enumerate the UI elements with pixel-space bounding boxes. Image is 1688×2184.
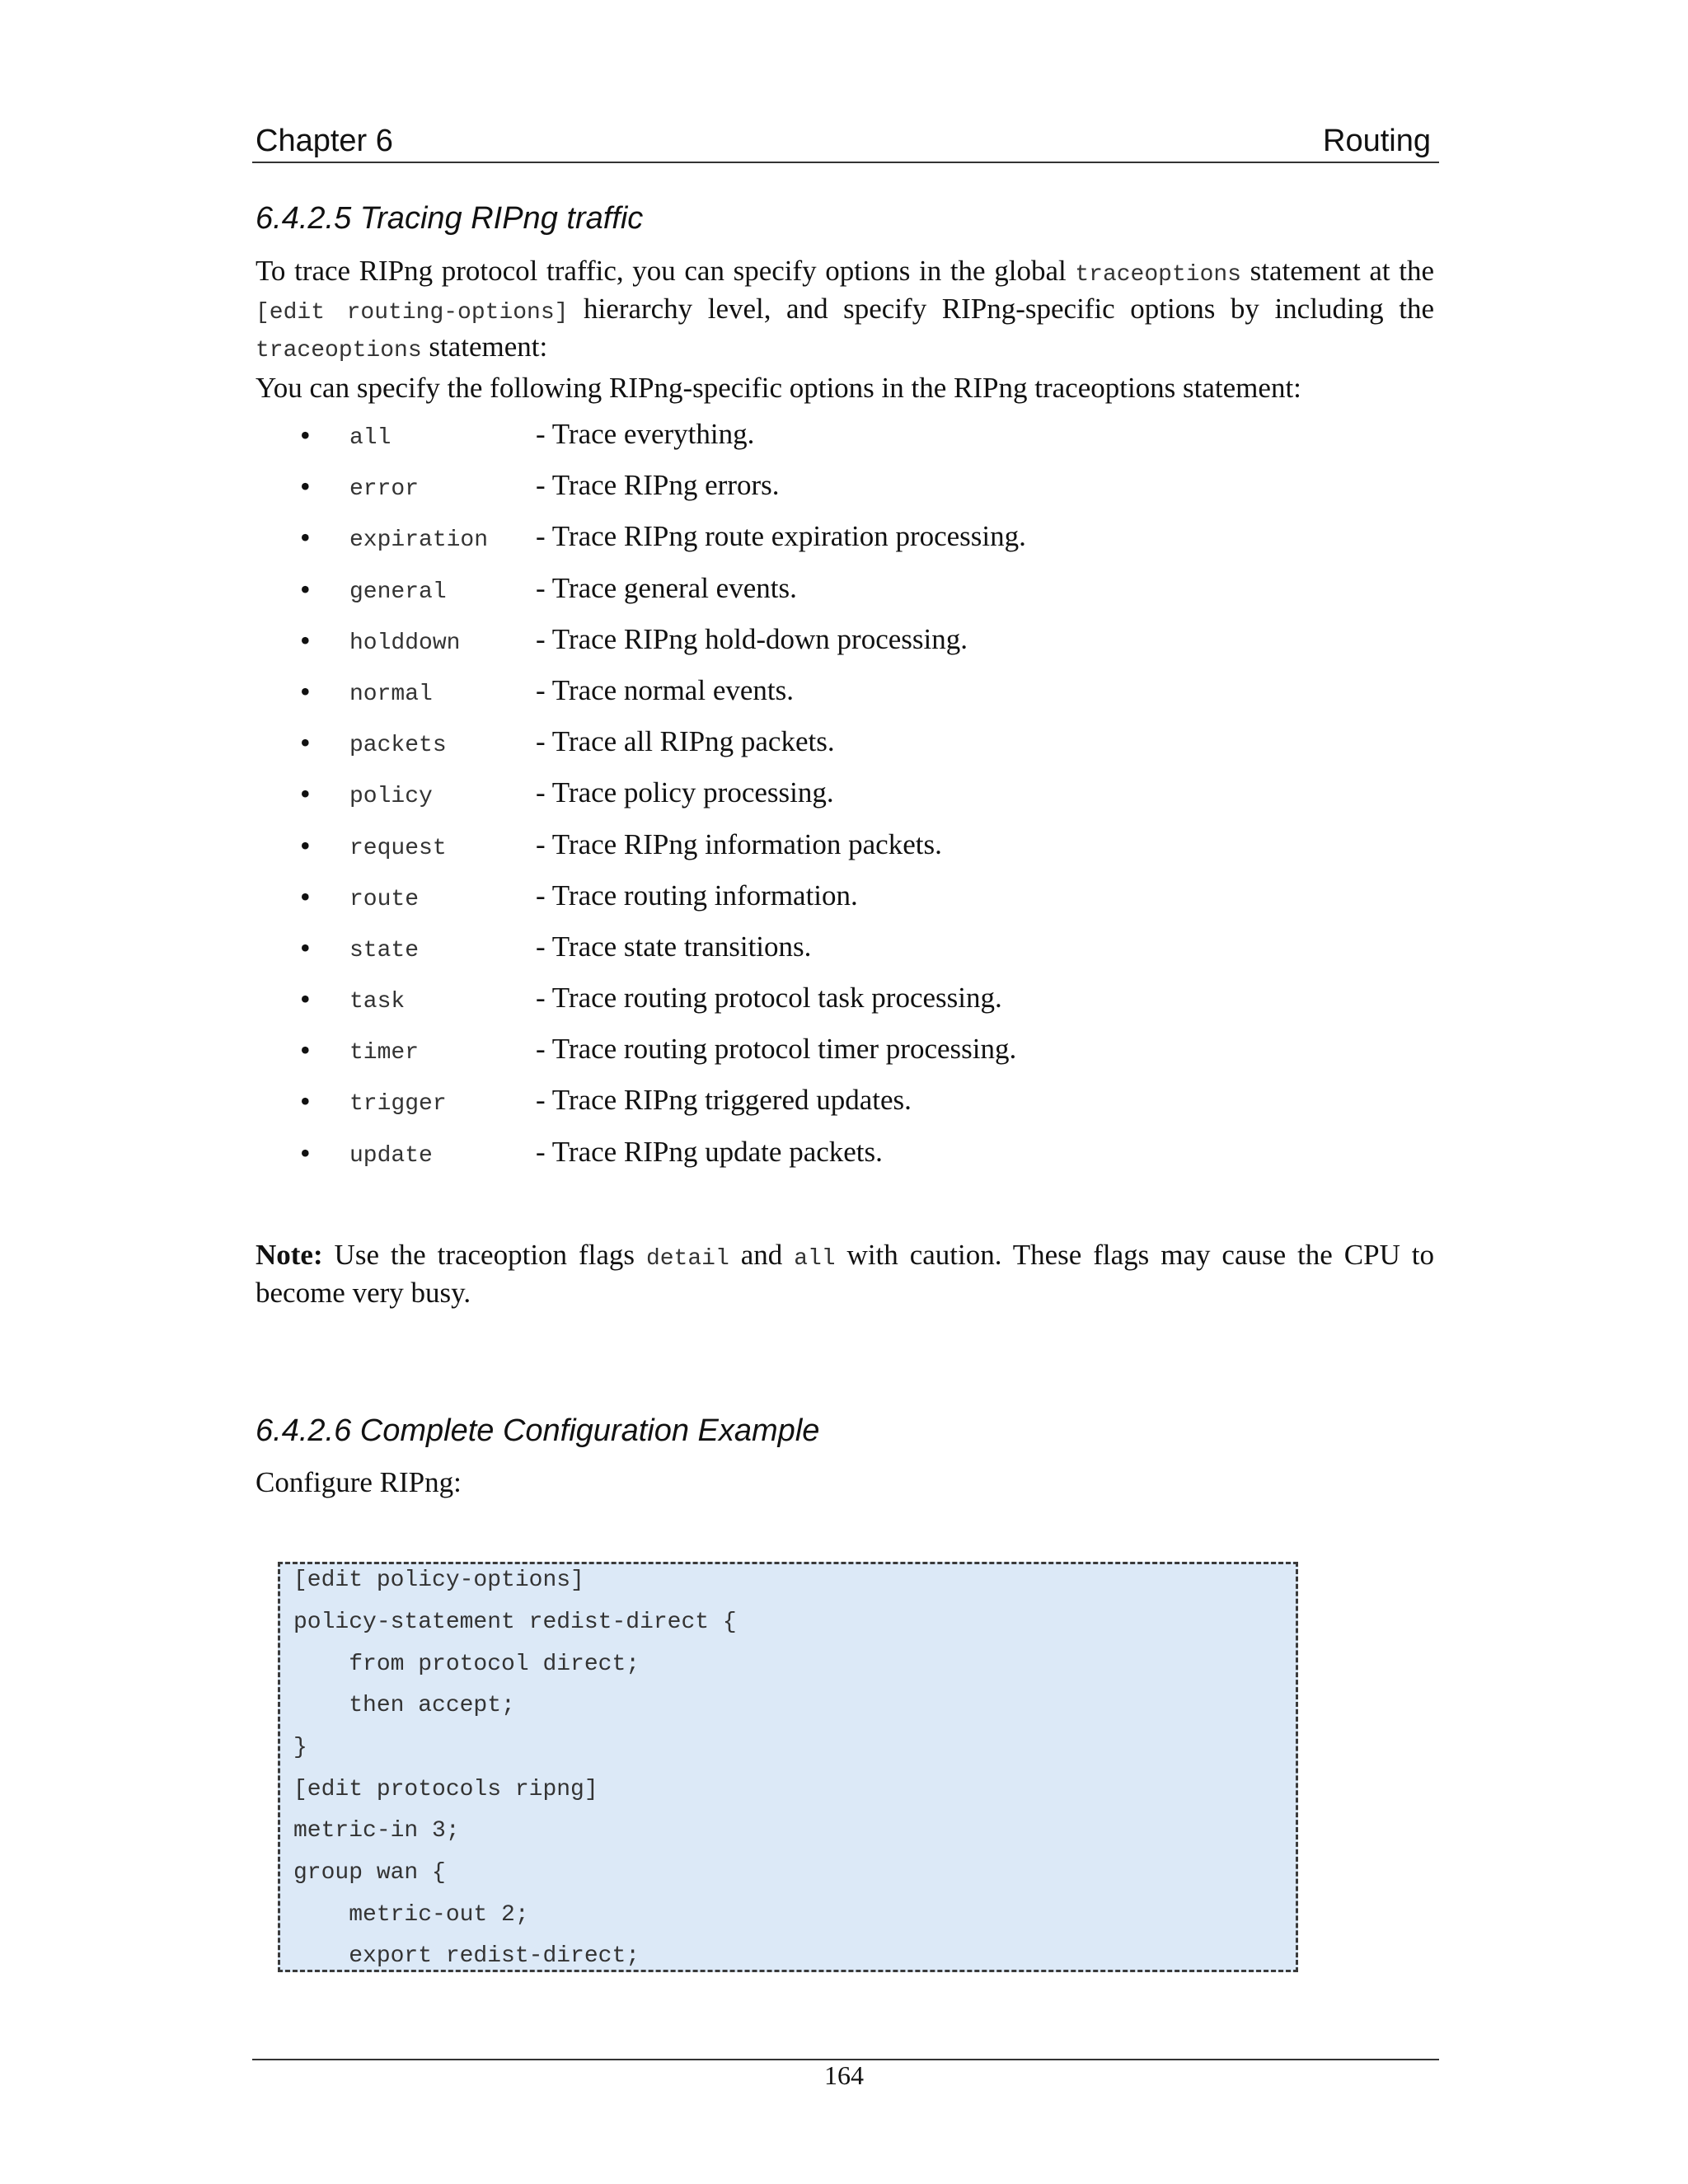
option-description: - Trace all RIPng packets. xyxy=(536,725,835,758)
bullet-icon: • xyxy=(300,982,311,1016)
list-item xyxy=(256,572,1327,623)
code-line: [edit protocols ripng] xyxy=(293,1777,598,1802)
section-heading-config: 6.4.2.6 Complete Configuration Example xyxy=(256,1413,820,1448)
option-code: state xyxy=(349,937,420,963)
code-line: } xyxy=(293,1735,307,1760)
list-item xyxy=(256,623,1327,674)
option-description: - Trace general events. xyxy=(536,571,797,604)
option-code: general xyxy=(349,579,447,605)
option-code: holddown xyxy=(349,630,461,656)
list-item xyxy=(256,469,1327,520)
configure-intro: Configure RIPng: xyxy=(256,1466,462,1498)
option-code: timer xyxy=(349,1040,420,1066)
code-detail: detail xyxy=(645,1246,729,1272)
option-description: - Trace routing information. xyxy=(536,879,858,912)
intro-text-3: hierarchy level, and specify RIPng-specific options by including the xyxy=(568,293,1434,325)
note-text-2: and xyxy=(729,1239,795,1271)
bullet-icon: • xyxy=(300,879,311,913)
option-code: normal xyxy=(349,681,433,707)
option-code: route xyxy=(349,886,420,912)
code-all: all xyxy=(794,1246,836,1272)
list-item xyxy=(256,776,1327,827)
code-traceoptions: traceoptions xyxy=(1075,262,1241,288)
bullet-icon: • xyxy=(300,930,311,964)
list-item xyxy=(256,725,1327,776)
note-label: Note: xyxy=(256,1239,323,1271)
option-description: - Trace normal events. xyxy=(536,673,794,706)
code-line: metric-out 2; xyxy=(293,1902,529,1928)
option-description: - Trace RIPng route expiration processing. xyxy=(536,520,1026,553)
options-intro: You can specify the following RIPng-specific options in the RIPng traceoptions statement: xyxy=(256,372,1301,404)
code-line: export redist-direct; xyxy=(293,1943,640,1969)
list-item xyxy=(256,1084,1327,1135)
bullet-icon: • xyxy=(300,674,311,708)
list-item xyxy=(256,520,1327,571)
list-item xyxy=(256,879,1327,930)
bullet-icon: • xyxy=(300,828,311,862)
header-section: Routing xyxy=(1323,124,1431,158)
option-description: - Trace RIPng triggered updates. xyxy=(536,1084,912,1117)
option-description: - Trace routing protocol task processing. xyxy=(536,982,1002,1015)
option-code: policy xyxy=(349,784,433,810)
bullet-icon: • xyxy=(300,1085,311,1118)
list-item xyxy=(256,982,1327,1033)
option-description: - Trace RIPng hold-down processing. xyxy=(536,622,968,655)
code-line: policy-statement redist-direct { xyxy=(293,1610,737,1635)
option-description: - Trace RIPng information packets. xyxy=(536,827,942,860)
list-item xyxy=(256,1136,1327,1187)
option-code: packets xyxy=(349,733,447,759)
bullet-icon: • xyxy=(300,470,311,504)
intro-text-4: statement: xyxy=(421,330,548,363)
bullet-icon: • xyxy=(300,777,311,811)
note-text-3: with caution. These flags may cause the CPU to become very busy. xyxy=(256,1239,1435,1309)
bullet-icon: • xyxy=(300,521,311,555)
option-description: - Trace state transitions. xyxy=(536,930,812,963)
section-heading-tracing: 6.4.2.5 Tracing RIPng traffic xyxy=(256,201,644,236)
option-code: error xyxy=(349,476,420,503)
code-line: [edit policy-options] xyxy=(293,1568,584,1593)
list-item xyxy=(256,418,1327,469)
option-description: - Trace RIPng update packets. xyxy=(536,1135,883,1168)
intro-text-1: To trace RIPng protocol traffic, you can specify options in the global xyxy=(256,255,1076,287)
bullet-icon: • xyxy=(300,623,311,657)
bullet-icon: • xyxy=(300,726,311,760)
option-description: - Trace policy processing. xyxy=(536,776,834,809)
code-edit-routing-options: [edit routing-options] xyxy=(256,300,569,326)
page-number: 164 xyxy=(824,2060,864,2090)
config-code-block xyxy=(278,1562,1298,1972)
page-header xyxy=(252,120,1439,163)
bullet-icon: • xyxy=(300,1136,311,1169)
code-line: group wan { xyxy=(293,1860,446,1886)
option-code: expiration xyxy=(349,527,489,554)
list-item xyxy=(256,674,1327,725)
bullet-icon: • xyxy=(300,419,311,452)
option-description: - Trace routing protocol timer processing. xyxy=(536,1033,1017,1066)
option-code: all xyxy=(349,425,392,451)
option-code: request xyxy=(349,835,447,861)
note-text-1: Use the traceoption flags xyxy=(322,1239,646,1271)
code-traceoptions-2: traceoptions xyxy=(256,338,422,363)
option-code: update xyxy=(349,1142,433,1169)
intro-paragraph xyxy=(256,254,1434,368)
trace-options-list xyxy=(256,418,1327,1187)
option-code: trigger xyxy=(349,1091,447,1118)
note-paragraph xyxy=(256,1238,1434,1310)
header-chapter: Chapter 6 xyxy=(256,124,393,158)
option-description: - Trace RIPng errors. xyxy=(536,469,780,502)
option-code: task xyxy=(349,989,406,1015)
intro-text-2: statement at the xyxy=(1240,255,1435,287)
option-description: - Trace everything. xyxy=(536,418,755,450)
list-item xyxy=(256,1033,1327,1084)
bullet-icon: • xyxy=(300,572,311,606)
code-line: from protocol direct; xyxy=(293,1652,640,1677)
code-line: metric-in 3; xyxy=(293,1818,460,1844)
bullet-icon: • xyxy=(300,1033,311,1067)
list-item xyxy=(256,828,1327,879)
list-item xyxy=(256,930,1327,982)
code-line: then accept; xyxy=(293,1693,515,1718)
